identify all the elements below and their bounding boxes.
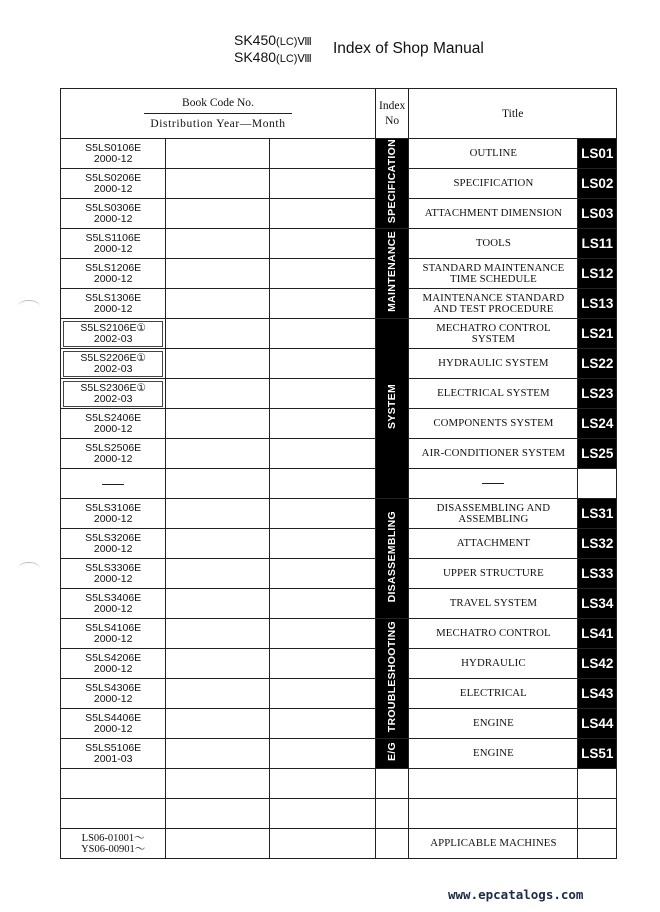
index-number: LS33 (581, 565, 614, 581)
section-title: STANDARD MAINTENANCE (422, 261, 565, 274)
blank-cell (166, 319, 269, 349)
index-number: LS42 (581, 655, 614, 671)
table-row (61, 589, 617, 619)
blank-cell (166, 589, 269, 619)
index-number: LS44 (581, 715, 614, 731)
section-title-cell (409, 559, 578, 589)
distribution-date: 2000-12 (93, 422, 133, 435)
book-code-cell (61, 739, 166, 769)
section-title-cell (409, 259, 578, 289)
index-tab[interactable] (578, 229, 617, 259)
book-code (61, 143, 165, 165)
book-code-cell (61, 439, 166, 469)
index-tab[interactable] (578, 349, 617, 379)
blank-cell (578, 799, 617, 829)
table-row (61, 709, 617, 739)
table-row (61, 229, 617, 259)
book-code-cell (61, 589, 166, 619)
blank-cell (166, 619, 269, 649)
section-title: MECHATRO CONTROL (436, 321, 551, 334)
table-row (61, 319, 617, 349)
book-code-number: S5LS2306E① (80, 381, 146, 394)
book-code (61, 293, 165, 315)
index-tab[interactable] (578, 289, 617, 319)
index-tab[interactable] (578, 169, 617, 199)
index-tab[interactable] (578, 439, 617, 469)
section-title-cell (409, 319, 578, 349)
table-row (61, 499, 617, 529)
section-title-cell (409, 349, 578, 379)
blank-cell (269, 349, 375, 379)
distribution-label: Distribution Year—Month (150, 118, 286, 130)
blank-cell (61, 769, 166, 799)
book-code-number: S5LS4106E (85, 621, 142, 634)
index-tab[interactable] (578, 409, 617, 439)
book-code-number: S5LS2406E (85, 411, 142, 424)
blank-cell (269, 139, 375, 169)
index-tab[interactable] (578, 739, 617, 769)
section-title-cell (409, 679, 578, 709)
index-number: LS13 (581, 295, 614, 311)
category-tab (375, 619, 408, 739)
section-title: AND TEST PROCEDURE (433, 302, 554, 315)
section-title: SPECIFICATION (453, 177, 534, 190)
index-tab-empty (578, 469, 617, 499)
distribution-date: 2002-03 (93, 362, 133, 375)
distribution-date: 2000-12 (93, 722, 133, 735)
book-code (61, 263, 165, 285)
section-title: ELECTRICAL SYSTEM (437, 387, 550, 400)
blank-cell (166, 739, 269, 769)
section-title: ATTACHMENT (456, 537, 531, 550)
section-title-cell (409, 709, 578, 739)
table-row (61, 259, 617, 289)
book-code-number: S5LS1306E (85, 291, 142, 304)
blank-cell (409, 799, 578, 829)
book-code (61, 683, 165, 705)
blank-cell (166, 349, 269, 379)
category-tab (375, 229, 408, 319)
blank-cell (166, 169, 269, 199)
blank-cell (166, 769, 269, 799)
blank-cell (166, 139, 269, 169)
placeholder-dash (102, 484, 124, 485)
blank-cell (166, 649, 269, 679)
blank-cell (269, 769, 375, 799)
category-tab (375, 139, 408, 229)
shop-manual-index-table (60, 88, 617, 859)
index-number: LS41 (581, 625, 614, 641)
placeholder-dash (482, 483, 504, 484)
model-name: SK480(LC)Ⅷ (234, 49, 312, 65)
category-label: MAINTENANCE (386, 230, 399, 312)
blank-cell (375, 769, 408, 799)
index-number: LS43 (581, 685, 614, 701)
blank-cell (269, 169, 375, 199)
index-number: LS12 (581, 265, 614, 281)
index-tab[interactable] (578, 259, 617, 289)
book-code-number: S5LS3106E (85, 501, 142, 514)
blank-cell (409, 769, 578, 799)
section-title-cell (409, 229, 578, 259)
section-title: MAINTENANCE STANDARD (422, 291, 565, 304)
table-row (61, 289, 617, 319)
section-title-cell (409, 199, 578, 229)
blank-cell (166, 709, 269, 739)
book-code-cell (61, 229, 166, 259)
book-code (61, 653, 165, 675)
section-title-cell (409, 649, 578, 679)
blank-cell (166, 829, 269, 859)
distribution-date: 2002-03 (93, 392, 133, 405)
distribution-date: 2000-12 (93, 632, 133, 645)
book-code (61, 443, 165, 465)
book-code-number: S5LS0306E (85, 201, 142, 214)
blank-cell (269, 259, 375, 289)
index-number: LS01 (581, 145, 614, 161)
index-tab[interactable] (578, 709, 617, 739)
punch-hole-mark (18, 300, 40, 313)
table-row (61, 139, 617, 169)
section-title: ELECTRICAL (459, 687, 527, 700)
blank-cell (269, 679, 375, 709)
distribution-date: 2000-12 (93, 512, 133, 525)
distribution-date: 2000-12 (93, 182, 133, 195)
section-title: APPLICABLE MACHINES (430, 837, 557, 850)
section-title: TOOLS (475, 237, 511, 250)
blank-cell (61, 799, 166, 829)
distribution-date: 2000-12 (93, 212, 133, 225)
book-code-number: S5LS0106E (85, 141, 142, 154)
book-code-cell (61, 679, 166, 709)
category-label: TROUBLESHOOTING (386, 620, 399, 732)
serial-numbers-cell (61, 829, 166, 859)
category-tab (375, 739, 408, 769)
section-title: UPPER STRUCTURE (443, 567, 544, 580)
blank-cell (269, 739, 375, 769)
book-code (61, 743, 165, 765)
section-title-cell (409, 409, 578, 439)
section-title-cell (409, 499, 578, 529)
section-title-cell (409, 139, 578, 169)
blank-cell (269, 469, 375, 499)
distribution-date: 2000-12 (93, 452, 133, 465)
table-header-row (61, 89, 617, 139)
blank-cell (578, 829, 617, 859)
applicable-machines-row (61, 829, 617, 859)
distribution-date: 2000-12 (93, 602, 133, 615)
blank-cell (375, 829, 408, 859)
section-title-cell (409, 469, 578, 499)
index-number: LS23 (581, 385, 614, 401)
blank-cell (166, 199, 269, 229)
page-title: Index of Shop Manual (333, 40, 484, 57)
table-row (61, 739, 617, 769)
table-row (61, 559, 617, 589)
section-title-cell (409, 619, 578, 649)
distribution-date: 2000-12 (93, 572, 133, 585)
table-row (61, 169, 617, 199)
book-code (61, 413, 165, 435)
blank-cell (269, 289, 375, 319)
distribution-date: 2000-12 (93, 662, 133, 675)
index-tab[interactable] (578, 559, 617, 589)
section-title: HYDRAULIC (461, 657, 526, 670)
book-code (61, 593, 165, 615)
book-code (61, 233, 165, 255)
book-code-number: S5LS4406E (85, 711, 142, 724)
book-code (61, 533, 165, 555)
section-title: HYDRAULIC SYSTEM (438, 357, 549, 370)
index-number: LS24 (581, 415, 614, 431)
section-title: ASSEMBLING (458, 512, 529, 525)
blank-cell (269, 499, 375, 529)
index-tab[interactable] (578, 379, 617, 409)
section-title: MECHATRO CONTROL (436, 627, 551, 640)
serial-number: YS06-00901〜 (81, 843, 146, 855)
section-title: DISASSEMBLING AND (436, 501, 551, 514)
section-title: TIME SCHEDULE (450, 272, 537, 285)
book-code-cell (61, 499, 166, 529)
blank-cell (166, 469, 269, 499)
book-code-header (61, 89, 376, 139)
title-header: Title (409, 89, 617, 139)
applicable-machines-title (409, 829, 578, 859)
serial-number: LS06-01001〜 (81, 832, 145, 844)
book-code-cell (61, 319, 166, 349)
book-code-number: S5LS2506E (85, 441, 142, 454)
blank-cell (166, 499, 269, 529)
blank-cell (269, 439, 375, 469)
book-code-number: S5LS2206E① (80, 351, 146, 364)
blank-cell (166, 679, 269, 709)
category-tab (375, 319, 408, 499)
book-code-number: S5LS1206E (85, 261, 142, 274)
book-code-cell (61, 289, 166, 319)
model-names (234, 33, 312, 67)
distribution-date: 2001-03 (93, 752, 133, 765)
category-label: SYSTEM (386, 383, 399, 429)
book-code-cell (61, 709, 166, 739)
table-row (61, 649, 617, 679)
table-row (61, 349, 617, 379)
book-code-number: S5LS5106E (85, 741, 142, 754)
distribution-date: 2000-12 (93, 242, 133, 255)
book-code-cell (61, 379, 166, 409)
index-number: LS11 (581, 235, 613, 251)
empty-row (61, 799, 617, 829)
index-number: LS21 (581, 325, 614, 341)
blank-cell (375, 799, 408, 829)
book-code (61, 173, 165, 195)
index-tab[interactable] (578, 319, 617, 349)
book-code-number: S5LS4306E (85, 681, 142, 694)
blank-cell (166, 559, 269, 589)
blank-cell (269, 589, 375, 619)
section-title-cell (409, 589, 578, 619)
blank-cell (166, 379, 269, 409)
blank-cell (166, 439, 269, 469)
index-tab[interactable] (578, 499, 617, 529)
table-row (61, 529, 617, 559)
book-code (61, 563, 165, 585)
distribution-date: 2000-12 (93, 302, 133, 315)
book-code-number: S5LS3206E (85, 531, 142, 544)
section-title: AIR-CONDITIONER SYSTEM (421, 447, 566, 460)
blank-cell (269, 379, 375, 409)
revised-book-code (63, 321, 163, 347)
blank-cell (269, 529, 375, 559)
index-number: LS25 (581, 445, 614, 461)
blank-cell (269, 409, 375, 439)
section-title: ENGINE (473, 747, 514, 760)
book-code-cell (61, 349, 166, 379)
index-tab[interactable] (578, 619, 617, 649)
index-number: LS31 (581, 505, 614, 521)
book-code-cell (61, 559, 166, 589)
blank-cell (269, 619, 375, 649)
book-code-number: S5LS3406E (85, 591, 142, 604)
section-title: TRAVEL SYSTEM (449, 597, 538, 610)
blank-cell (269, 559, 375, 589)
book-code (61, 623, 165, 645)
category-label: E/G (386, 741, 399, 761)
index-number: LS32 (581, 535, 614, 551)
book-code-number: S5LS0206E (85, 171, 142, 184)
distribution-date: 2000-12 (93, 692, 133, 705)
footer-url[interactable]: www.epcatalogs.com (448, 887, 584, 902)
index-tab[interactable] (578, 649, 617, 679)
empty-row (61, 769, 617, 799)
blank-cell (166, 409, 269, 439)
section-title: COMPONENTS SYSTEM (433, 417, 554, 430)
section-title: OUTLINE (469, 147, 518, 160)
table-row (61, 199, 617, 229)
blank-cell (269, 199, 375, 229)
blank-cell (166, 259, 269, 289)
category-label: DISASSEMBLING (386, 510, 399, 602)
blank-cell (166, 799, 269, 829)
blank-cell (166, 229, 269, 259)
book-code-label: Book Code No. (144, 96, 292, 114)
category-label: SPECIFICATION (386, 139, 399, 224)
index-tab[interactable] (578, 139, 617, 169)
distribution-date: 2000-12 (93, 272, 133, 285)
section-title-cell (409, 379, 578, 409)
blank-cell (269, 229, 375, 259)
table-row (61, 379, 617, 409)
book-code-cell (61, 409, 166, 439)
index-number: LS22 (581, 355, 614, 371)
punch-hole-mark (18, 562, 40, 575)
index-number: LS03 (581, 205, 614, 221)
book-code-cell (61, 469, 166, 499)
book-code-cell (61, 199, 166, 229)
section-title: ATTACHMENT DIMENSION (424, 207, 563, 220)
revised-book-code (63, 351, 163, 377)
table-row (61, 409, 617, 439)
section-title-cell (409, 529, 578, 559)
blank-cell (269, 799, 375, 829)
index-number: LS02 (581, 175, 614, 191)
blank-cell (166, 289, 269, 319)
index-tab[interactable] (578, 679, 617, 709)
book-code (61, 713, 165, 735)
index-tab[interactable] (578, 199, 617, 229)
table-row (61, 619, 617, 649)
blank-cell (166, 529, 269, 559)
section-title-cell (409, 739, 578, 769)
table-row (61, 469, 617, 499)
model-name: SK450(LC)Ⅷ (234, 32, 312, 48)
book-code-number: S5LS4206E (85, 651, 142, 664)
book-code-cell (61, 649, 166, 679)
book-code-cell (61, 169, 166, 199)
book-code-cell (61, 529, 166, 559)
book-code-number: S5LS2106E① (80, 321, 146, 334)
index-no-header: Index No (375, 89, 408, 139)
book-code-cell (61, 139, 166, 169)
distribution-date: 2002-03 (93, 332, 133, 345)
index-number: LS51 (581, 745, 614, 761)
book-code (61, 203, 165, 225)
section-title-cell (409, 439, 578, 469)
blank-cell (269, 709, 375, 739)
index-tab[interactable] (578, 529, 617, 559)
book-code-number: S5LS3306E (85, 561, 142, 574)
section-title-cell (409, 289, 578, 319)
revised-book-code (63, 381, 163, 407)
table-row (61, 439, 617, 469)
book-code-cell (61, 619, 166, 649)
blank-cell (578, 769, 617, 799)
category-tab (375, 499, 408, 619)
table-row (61, 679, 617, 709)
blank-cell (269, 829, 375, 859)
book-code (61, 503, 165, 525)
section-title: ENGINE (473, 717, 514, 730)
book-code-cell (61, 259, 166, 289)
distribution-date: 2000-12 (93, 152, 133, 165)
blank-cell (269, 319, 375, 349)
index-tab[interactable] (578, 589, 617, 619)
blank-cell (269, 649, 375, 679)
section-title: SYSTEM (471, 332, 515, 345)
index-number: LS34 (581, 595, 614, 611)
book-code-number: S5LS1106E (85, 231, 141, 244)
distribution-date: 2000-12 (93, 542, 133, 555)
section-title-cell (409, 169, 578, 199)
